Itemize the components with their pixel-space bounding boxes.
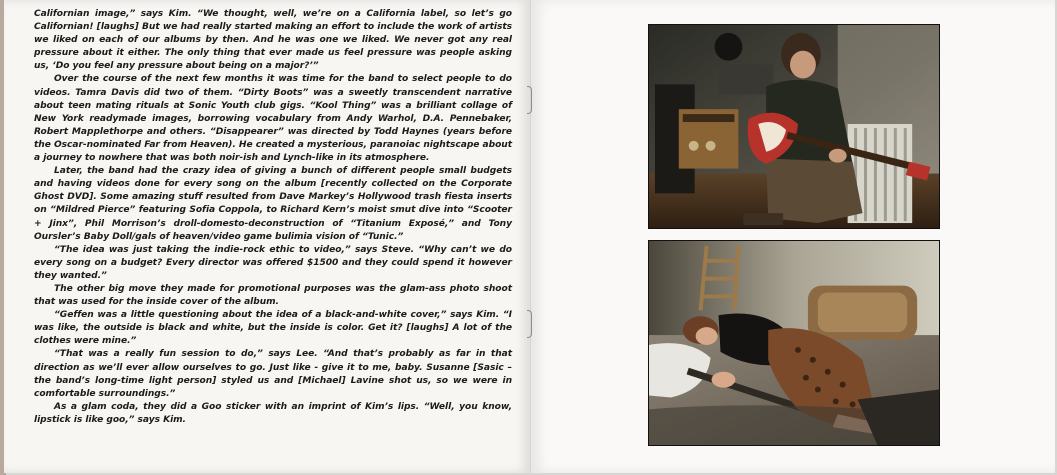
binding-staple bbox=[527, 310, 532, 338]
binding-staple bbox=[527, 86, 532, 114]
paragraph: “The idea was just taking the indie-rock ethic to video,” says Steve. “Why can’t we do every song on a budget? Every director was offered $1500 and they could spend it however they wanted.” bbox=[34, 244, 512, 281]
paragraph: Over the course of the next few months it was time for the band to select people to do videos. Tamra Davis did two of them. “Dirty Boots” was a sweetly transcendent narrative about teen mating rituals at Sonic Youth club gigs. “Kool Thing” was a brilliant collage of New York readymade images, borrowing vocabulary from Andy Warhol, D.A. Pennebaker, Robert Mapplethorpe and others. “Disappearer” was directed by Todd Haynes (years before the Oscar-nominated Far from Heaven). He created a mysterious, paranoiac nightscape about a journey to nowhere that was both noir-ish and Lynch-like in its atmosphere. bbox=[34, 74, 512, 164]
paragraph: As a glam coda, they did a Goo sticker with an imprint of Kim’s lips. “Well, you know, lipstick is like goo,” says Kim. bbox=[34, 401, 512, 425]
article-text bbox=[34, 8, 512, 427]
paragraph: Later, the band had the crazy idea of giving a bunch of different people small budgets and having videos done for every song on the album [recently collected on the Corporate Ghost DVD]. Some amazing stuff resulted from Dave Markey’s Hollywood trash fiesta inserts on “Mildred Pierce” featuring Sofia Coppola, to Richard Kern’s moist smut dive into “Scooter + Jinx”, Phil Morrison’s droll-domesto-deconstruction of “Titanium Exposé,” and Tony Oursler’s Baby Doll/gals of heaven/video game bulimia vision of “Tunic.” bbox=[34, 166, 512, 242]
paragraph: “Geffen was a little questioning about the idea of a black-and-white cover,” says Kim. “I was like, the outside is black and white, but the inside is color. Get it? [laughs] A lot of the clothes were mine.” bbox=[34, 310, 512, 347]
photo-guitarist-studio bbox=[648, 24, 940, 229]
paragraph: “That was a really fun session to do,” says Lee. “And that’s probably as far in that direction as we’ll ever allow ourselves to go. Just like - give it to me, baby. Susanne [Sasic – the band’s long-time light person] styled us and [Michael] Lavine shot us, so we were in comfortable surroundings.” bbox=[34, 349, 512, 399]
photo-woman-reclining bbox=[648, 240, 940, 446]
paragraph: The other big move they made for promotional purposes was the glam-ass photo shoot that was used for the inside cover of the album. bbox=[34, 283, 512, 308]
paragraph: Californian image,” says Kim. “We thought, well, we’re on a California label, so let’s go Californian! [laughs] But we had really started making an effort to include the work of artists we liked on each of our albums by then. And he was one we liked. We never got any real pressure about it either. The only thing that ever made us feel pressure was people asking us, ‘Do you feel any pressure about being on a major?’” bbox=[34, 9, 512, 72]
